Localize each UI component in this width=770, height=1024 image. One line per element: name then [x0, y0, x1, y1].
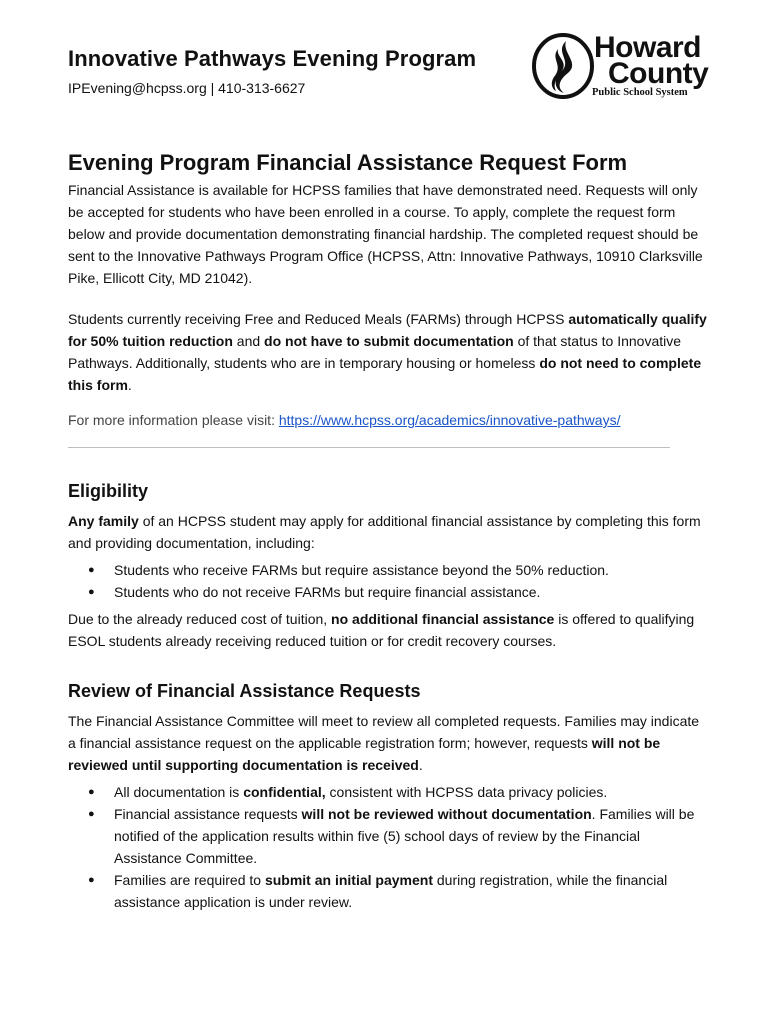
list-item: ● Families are required to submit an initial payment during registration, while the financial assistance application is under review.: [68, 869, 708, 913]
more-info-label: For more information please visit:: [68, 412, 279, 428]
logo-word-howard: Howard: [594, 31, 702, 64]
contact-line: IPEvening@hcpss.org | 410-313-6627: [68, 80, 306, 96]
bullet-icon: ●: [88, 564, 95, 576]
logo-word-county: County: [608, 57, 709, 90]
hcpss-logo: [530, 31, 735, 101]
more-info-line: [68, 412, 620, 428]
bullet-icon: ●: [88, 586, 95, 598]
list-item: ● All documentation is confidential, consistent with HCPSS data privacy policies.: [68, 781, 708, 803]
list-item: ● Students who receive FARMs but require assistance beyond the 50% reduction.: [68, 559, 708, 581]
intro-paragraph: Financial Assistance is available for HCPSS families that have demonstrated need. Requests will only be accepted for students who have been enrolled in a course. To apply, complete the request form below and provide documentation demonstrating financial hardship. The completed request should be sent to the Innovative Pathways Program Office (HCPSS, Attn: Innovative Pathways, 10910 Clarksville Pike, Ellicott City, MD 21042).: [68, 182, 703, 286]
list-item: ● Financial assistance requests will not be reviewed without documentation. Families will be notified of the application results within five (5) school days of review by the Financial Assistance Committee.: [68, 803, 708, 869]
review-list: [68, 781, 708, 913]
logo-subtitle: Public School System: [592, 87, 688, 98]
eligibility-paragraph: Any family of an HCPSS student may apply for additional financial assistance by completing this form and providing documentation, including:: [68, 513, 701, 551]
bullet-icon: ●: [88, 786, 95, 798]
section-divider: [68, 447, 670, 448]
more-info-link[interactable]: https://www.hcpss.org/academics/innovative-pathways/: [278, 412, 621, 428]
eligibility-heading: Eligibility: [68, 481, 149, 501]
list-item: ● Students who do not receive FARMs but require financial assistance.: [68, 581, 708, 603]
program-title: Innovative Pathways Evening Program: [68, 46, 477, 71]
bullet-icon: ●: [88, 874, 95, 886]
review-heading: Review of Financial Assistance Requests: [68, 681, 421, 701]
esol-paragraph: Due to the already reduced cost of tuition, no additional financial assistance is offered to qualifying ESOL students already receiving reduced tuition or for credit recovery courses.: [68, 611, 695, 649]
review-paragraph: The Financial Assistance Committee will meet to review all completed requests. Families may indicate a financial assistance request on the applicable registration form; however, requests will not be reviewed until supporting documentation is received.: [68, 713, 700, 773]
farms-paragraph: Students currently receiving Free and Reduced Meals (FARMs) through HCPSS automatically qualify for 50% tuition reduction and do not have to submit documentation of that status to Innovative Pathways. Additionally, students who are in temporary housing or homeless do not need to complete this form.: [68, 311, 707, 393]
eligibility-list: [68, 559, 708, 603]
bullet-icon: ●: [88, 808, 95, 820]
flame-emblem-icon: [530, 31, 594, 101]
form-title: Evening Program Financial Assistance Request Form: [68, 150, 628, 175]
